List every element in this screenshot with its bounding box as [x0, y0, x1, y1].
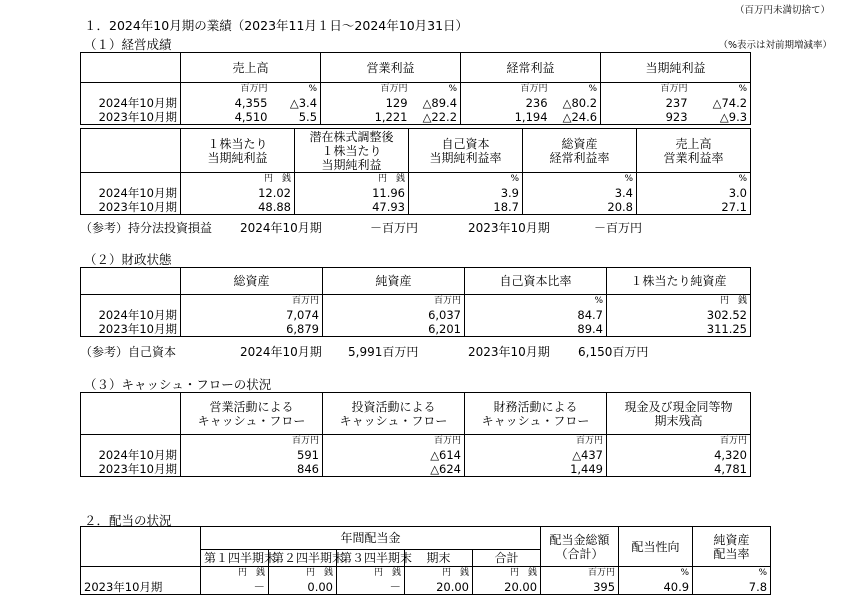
row-label: 2023年10月期 [81, 462, 181, 477]
unit-cell: 円 銭 [181, 173, 295, 185]
value-cell: － [201, 579, 269, 595]
header-total-dividend: 配当金総額 （合計） [541, 527, 619, 567]
value-cell: 5.5 [271, 110, 321, 125]
ref-value-current: －百万円 [370, 221, 419, 235]
unit-cell: 百万円 [181, 295, 323, 307]
cash-flow-table [80, 392, 751, 477]
value-cell: 4,781 [607, 462, 751, 477]
ref-period-prior: 2023年10月期 [468, 345, 550, 359]
header-q2: 第２四半期末 [269, 550, 337, 567]
value-cell: 7.8 [693, 579, 771, 595]
unit-row-label [81, 567, 201, 579]
row-label: 2024年10月期 [81, 447, 181, 462]
unit-cell: 円 銭 [607, 295, 751, 307]
value-cell: 311.25 [607, 322, 751, 337]
header-sales: 売上高 [181, 53, 321, 83]
unit-cell: 百万円 [323, 435, 465, 447]
header-year-end: 期末 [405, 550, 473, 567]
value-cell: 47.93 [295, 200, 409, 215]
unit-cell: 円 銭 [295, 173, 409, 185]
value-cell: 12.02 [181, 185, 295, 200]
corner-cell [81, 53, 181, 83]
header-financing-cf: 財務活動による キャッシュ・フロー [465, 393, 607, 435]
header-eps: １株当たり 当期純利益 [181, 129, 295, 173]
header-net-income: 当期純利益 [601, 53, 751, 83]
unit-note: （百万円未満切捨て） [734, 5, 830, 16]
unit-cell: 百万円 [607, 435, 751, 447]
value-cell: 1,194 [461, 110, 551, 125]
ref-value-prior: 6,150百万円 [578, 345, 649, 359]
header-operating-margin: 売上高 営業利益率 [637, 129, 751, 173]
unit-cell: 百万円 [601, 83, 691, 95]
unit-row-label [81, 435, 181, 447]
unit-cell: % [465, 295, 607, 307]
change-rate-note: （%表示は対前期増減率） [718, 40, 832, 51]
value-cell: △9.3 [691, 110, 751, 125]
header-investing-cf: 投資活動による キャッシュ・フロー [323, 393, 465, 435]
value-cell: 6,879 [181, 322, 323, 337]
operating-results-table [80, 52, 751, 125]
unit-cell: 百万円 [541, 567, 619, 579]
unit-row-label [81, 83, 181, 95]
value-cell: △437 [465, 447, 607, 462]
ref-equity-method-label: （参考）持分法投資損益 [80, 221, 213, 235]
value-cell: △624 [323, 462, 465, 477]
value-cell: 0.00 [269, 579, 337, 595]
value-cell: △74.2 [691, 95, 751, 110]
header-diluted-eps: 潜在株式調整後 １株当たり 当期純利益 [295, 129, 409, 173]
unit-cell: % [693, 567, 771, 579]
corner-cell [81, 393, 181, 435]
header-annual-dividend: 年間配当金 [201, 527, 541, 550]
unit-cell: % [551, 83, 601, 95]
value-cell: 302.52 [607, 307, 751, 322]
value-cell: 84.7 [465, 307, 607, 322]
header-roe: 自己資本 当期純利益率 [409, 129, 523, 173]
section2-title: ２．配当の状況 [84, 513, 172, 528]
value-cell: △22.2 [411, 110, 461, 125]
corner-cell [81, 527, 201, 567]
value-cell: 395 [541, 579, 619, 595]
value-cell: 3.9 [409, 185, 523, 200]
header-net-assets: 純資産 [323, 268, 465, 295]
header-equity-ratio: 自己資本比率 [465, 268, 607, 295]
value-cell: 3.0 [637, 185, 751, 200]
value-cell: 591 [181, 447, 323, 462]
s1-1-title: （１）経営成績 [84, 37, 172, 52]
value-cell: 20.00 [473, 579, 541, 595]
header-dividend-on-equity: 純資産 配当率 [693, 527, 771, 567]
ref-period-current: 2024年10月期 [240, 221, 322, 235]
unit-cell: 円 銭 [337, 567, 405, 579]
value-cell: 4,320 [607, 447, 751, 462]
per-share-table [80, 128, 751, 215]
unit-cell: % [411, 83, 461, 95]
header-ordinary-income: 経常利益 [461, 53, 601, 83]
value-cell: △24.6 [551, 110, 601, 125]
header-operating-cf: 営業活動による キャッシュ・フロー [181, 393, 323, 435]
value-cell: 20.00 [405, 579, 473, 595]
ref-period-current: 2024年10月期 [240, 345, 322, 359]
s1-3-title: （３）キャッシュ・フローの状況 [84, 377, 272, 392]
ref-value-current: 5,991百万円 [348, 345, 419, 359]
row-label: 2023年10月期 [81, 110, 181, 125]
value-cell: 7,074 [181, 307, 323, 322]
row-label: 2023年10月期 [81, 200, 181, 215]
header-operating-income: 営業利益 [321, 53, 461, 83]
ref-period-prior: 2023年10月期 [468, 221, 550, 235]
value-cell: 3.4 [523, 185, 637, 200]
value-cell: 923 [601, 110, 691, 125]
unit-cell: 円 銭 [269, 567, 337, 579]
header-roa: 総資産 経常利益率 [523, 129, 637, 173]
value-cell: 6,201 [323, 322, 465, 337]
row-label: 2024年10月期 [81, 95, 181, 110]
value-cell: 236 [525, 95, 548, 110]
value-cell: 129 [385, 95, 408, 110]
value-cell: 11.96 [295, 185, 409, 200]
header-total: 合計 [473, 550, 541, 567]
value-cell: △3.4 [271, 95, 321, 110]
dividends-table [80, 526, 771, 595]
unit-cell: 百万円 [181, 83, 271, 95]
unit-cell: 百万円 [465, 435, 607, 447]
s1-2-title: （２）財政状態 [84, 252, 172, 267]
value-cell: － [337, 579, 405, 595]
value-cell: 4,510 [181, 110, 271, 125]
value-cell: 4,355 [181, 95, 271, 110]
value-cell: 237 [665, 95, 688, 110]
value-cell: 846 [181, 462, 323, 477]
header-q3: 第３四半期末 [337, 550, 405, 567]
section1-title: １．2024年10月期の業績（2023年11月１日～2024年10月31日） [84, 18, 469, 33]
value-cell: 1,221 [321, 110, 411, 125]
header-cash-balance: 現金及び現金同等物 期末残高 [607, 393, 751, 435]
value-cell: 89.4 [465, 322, 607, 337]
row-label: 2023年10月期 [81, 322, 181, 337]
header-payout-ratio: 配当性向 [619, 527, 693, 567]
unit-row-label [81, 173, 181, 185]
value-cell: 48.88 [181, 200, 295, 215]
row-label: 2024年10月期 [81, 307, 181, 322]
unit-cell: % [637, 173, 751, 185]
value-cell: 20.8 [523, 200, 637, 215]
value-cell: △80.2 [551, 95, 601, 110]
ref-value-prior: －百万円 [594, 221, 643, 235]
unit-row-label [81, 295, 181, 307]
unit-cell: 円 銭 [201, 567, 269, 579]
value-cell: 40.9 [619, 579, 693, 595]
value-cell: 27.1 [637, 200, 751, 215]
header-bps: １株当たり純資産 [607, 268, 751, 295]
corner-cell [81, 129, 181, 173]
unit-cell: 百万円 [323, 295, 465, 307]
value-cell: △89.4 [411, 95, 461, 110]
value-cell: 6,037 [323, 307, 465, 322]
unit-cell: 円 銭 [405, 567, 473, 579]
ref-equity-label: （参考）自己資本 [80, 345, 177, 359]
value-cell: △614 [323, 447, 465, 462]
financial-position-table [80, 267, 751, 337]
unit-cell: % [619, 567, 693, 579]
value-cell: 18.7 [409, 200, 523, 215]
unit-cell: 円 銭 [473, 567, 541, 579]
unit-cell: % [523, 173, 637, 185]
unit-cell: 百万円 [461, 83, 551, 95]
corner-cell [81, 268, 181, 295]
header-q1: 第１四半期末 [201, 550, 269, 567]
unit-cell: 百万円 [321, 83, 411, 95]
row-label: 2023年10月期 [81, 579, 201, 595]
unit-cell: 百万円 [181, 435, 323, 447]
unit-cell: % [691, 83, 751, 95]
unit-cell: % [271, 83, 321, 95]
header-total-assets: 総資産 [181, 268, 323, 295]
row-label: 2024年10月期 [81, 185, 181, 200]
unit-cell: % [409, 173, 523, 185]
value-cell: 1,449 [465, 462, 607, 477]
